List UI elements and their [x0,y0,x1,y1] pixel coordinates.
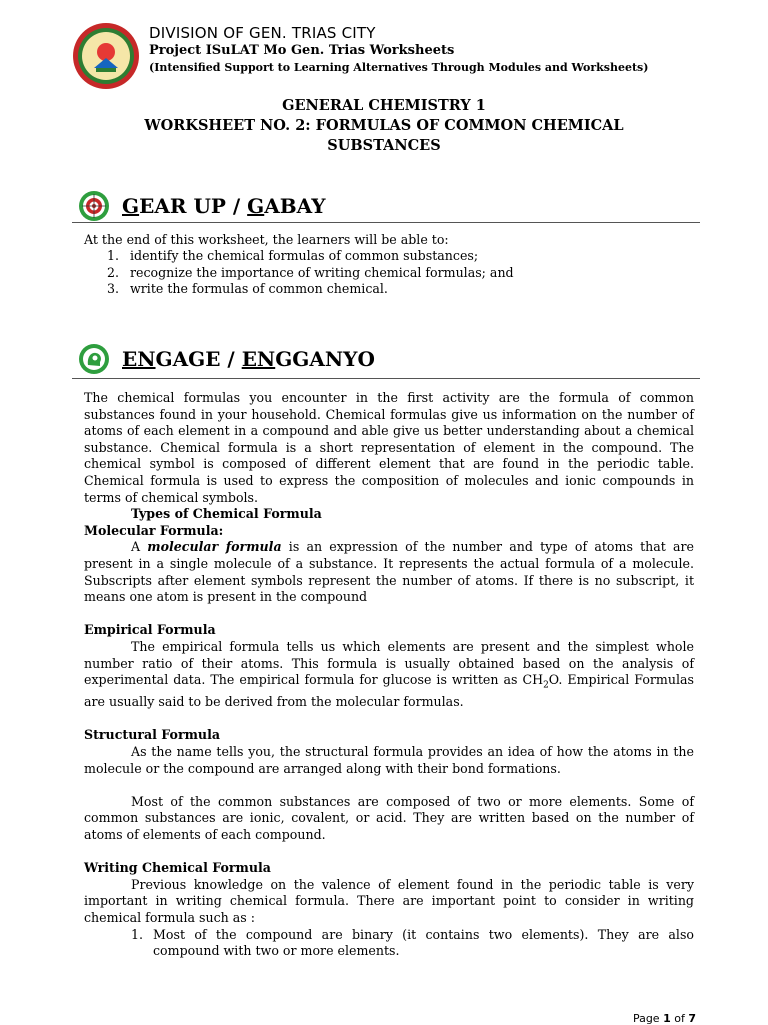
intro-paragraph: The chemical formulas you encounter in the first activity are the formula of common substances found in your household. Chemical formulas give us information on the number of atoms of each element in a compound and able give us better understanding about a chemical substance. Chemical formula is a short representation of element in the compound. The chemical symbol is composed of different element that are found in the periodic table. Chemical formula is used to express the composition of molecules and ionic compounds in terms of chemical symbols. [84,390,694,505]
gear-up-heading: GEAR UP / GABAY [122,194,326,218]
empirical-heading: Empirical Formula [84,622,216,638]
division-name: DIVISION OF GEN. TRIAS CITY [149,24,376,42]
worksheet-title-cont: SUBSTANCES [327,137,441,154]
common-substances-paragraph: Most of the common substances are composed of two or more elements. Some of common substances are ionic, covalent, or acid. They are written based on the number of atoms of elements of each compound. [84,793,694,842]
worksheet-title: WORKSHEET NO. 2: FORMULAS OF COMMON CHEMICAL [144,117,624,134]
objectives-list [107,248,697,298]
engage-body [84,390,694,960]
objective-item: 1. identify the chemical formulas of common substances; [107,248,479,263]
engage-head-icon [78,343,110,375]
objective-item: 3. write the formulas of common chemical. [107,281,388,297]
objective-item: 2. recognize the importance of writing chemical formulas; and [107,264,514,280]
worksheet-subject: GENERAL CHEMISTRY 1 [282,97,486,114]
section-divider [72,222,700,223]
page-number: Page 1 of 7 [632,1012,696,1025]
engage-heading: ENGAGE / ENGGANYO [122,347,375,371]
target-icon [78,190,110,222]
section-divider [72,378,700,379]
project-name: Project ISuLAT Mo Gen. Trias Worksheets [149,43,455,58]
structural-heading: Structural Formula [84,727,221,743]
types-heading: Types of Chemical Formula [131,506,322,522]
project-subtitle: (Intensified Support to Learning Alternatives Through Modules and Worksheets) [149,61,649,74]
empirical-paragraph: The empirical formula tells us which elements are present and the simplest whole number ratio of their atoms. This formula is usually obtained based on the analysis of experimental data. The empirical formula for glucose is written as $CH_2O$. Empirical Formulas are usually said to be derived from the molecular formulas. [84,638,694,710]
division-seal-logo [72,22,140,90]
objectives-intro: At the end of this worksheet, the learners will be able to: [84,232,449,247]
writing-item: 1. Most of the compound are binary (it contains two elements). They are also compound with two or more elements. [131,926,694,959]
molecular-paragraph: A molecular formula is an expression of the number and type of atoms that are present in a single molecule of a substance. It represents the actual formula of a molecule. Subscripts after element symbols represent the number of atoms. If there is no subscript, it means one atom is present in the compound [84,539,694,605]
molecular-heading: Molecular Formula: [84,522,224,538]
writing-heading: Writing Chemical Formula [84,860,271,876]
writing-list [84,927,694,960]
structural-paragraph: As the name tells you, the structural formula provides an idea of how the atoms in the molecule or the compound are arranged along with their bond formations. [84,743,694,776]
writing-paragraph: Previous knowledge on the valence of element found in the periodic table is very important in writing chemical formula. There are important point to consider in writing chemical formula such as : [84,876,694,925]
